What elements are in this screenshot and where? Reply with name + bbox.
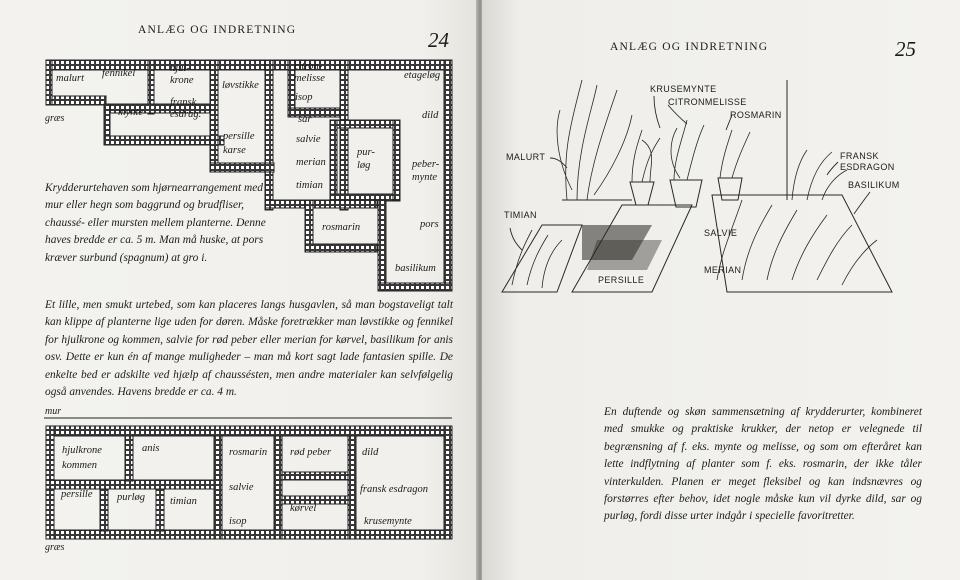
right-page: [482, 0, 960, 580]
bed-label: isop: [295, 92, 313, 103]
grass-label: græs: [45, 113, 65, 124]
bed-label: dild: [422, 110, 439, 121]
bed-label: mynte: [118, 107, 144, 118]
bed-label: fennikel: [102, 68, 136, 79]
bed-label: hjulkrone kommen: [62, 445, 102, 471]
illustration-label: CITRONMELISSE: [668, 97, 747, 107]
illustration-label: SALVIE: [704, 228, 738, 238]
bed-label: krusemynte: [364, 516, 412, 527]
bed-label: salvie: [296, 134, 321, 145]
left-running-header: ANLÆG OG INDRETNING: [138, 24, 297, 36]
bed-label: pors: [420, 219, 439, 230]
corner-garden-caption: Krydderurtehaven som hjørnearrangement med mur eller hegn som baggrund og brudfliser, chaussé- eller mursten mellem planterne. Denne haves bredde er ca. 5 m. Man må huske, at pors kræver surbund (spagnum) at gro i.: [45, 182, 266, 264]
bed-label: salvie: [229, 482, 254, 493]
bed-label: peber- mynte: [412, 159, 440, 183]
illustration-caption: En duftende og skøn sammensætning af krydderurter, kombineret med smukke og praktiske krukker, der netop er velegnede til begrænsning af f. eks. mynte og melisse, og som om efteråret kan lette indflytning af planter som f. eks. rosmarin, der ikke tåler vinterkulden. Planen er meget fleksibel og kan indsnævres og forstørres efter behov, idet nogle måske kun vil dyrke dild, sar og purløg, fordi disse urter indgår i specielle favoritretter.: [604, 406, 922, 523]
bed-label: citron- melisse: [294, 61, 325, 84]
bed-label: kørvel: [290, 503, 317, 514]
illustration-label: TIMIAN: [504, 210, 537, 220]
illustration-label: FRANSK ESDRAGON: [840, 151, 895, 172]
right-page-number: 25: [895, 37, 916, 61]
right-running-header: ANLÆG OG INDRETNING: [610, 41, 769, 53]
bed-label: isop: [229, 516, 247, 527]
grass-label: græs: [45, 542, 65, 553]
bed-label: pur- løg: [357, 147, 375, 171]
wall-label: mur: [45, 406, 62, 417]
bed-label: timian: [170, 496, 197, 507]
bed-label: basilikum: [395, 263, 436, 274]
illustration-label: BASILIKUM: [848, 180, 900, 190]
bed-label: anis: [142, 443, 160, 454]
illustration-label: PERSILLE: [598, 275, 645, 285]
bed-label: rosmarin: [229, 447, 268, 458]
bed-label: purløg: [117, 492, 146, 503]
bed-label: sar: [298, 114, 312, 125]
bed-label: hjul- krone: [170, 63, 194, 86]
illustration-label: KRUSEMYNTE: [650, 84, 717, 94]
bed-label: løvstikke: [222, 80, 259, 91]
bed-label: persille karse: [223, 131, 255, 156]
bed-label: etageløg: [404, 70, 441, 81]
illustration-label: MERIAN: [704, 265, 742, 275]
left-page-number: 24: [428, 28, 449, 52]
bed-label: fransk esdrag.: [170, 97, 202, 120]
bed-label: timian: [296, 180, 323, 191]
body-paragraph: Et lille, men smukt urtebed, som kan placeres langs husgavlen, så man bogstaveligt talt kan klippe af planterne lige uden for døren. Måske foretrækker man løvstikke og fennikel for hjulkrone og kommen, salvie for rød peber eller merian for kørvel, basilikum for anis osv. Dette er kun én af mange muligheder – man må kort sagt lade fantasien spille. De enkelte bed er adskilte ved hjælp af chaussésten, men andre materialer kan selvfølgelig også anvendes. Havens bredde er ca. 4 m.: [45, 299, 453, 399]
bed-label: dild: [362, 447, 379, 458]
illustration-label: MALURT: [506, 152, 546, 162]
bed-label: rød peber: [290, 447, 332, 458]
bed-label: persille: [61, 489, 93, 500]
strip-garden-plan: [0, 0, 478, 200]
illustration-label: ROSMARIN: [730, 110, 782, 120]
bed-label: malurt: [56, 73, 85, 84]
herb-garden-illustration: [482, 0, 960, 300]
bed-label: fransk esdragon: [360, 484, 428, 495]
bed-label: rosmarin: [322, 222, 361, 233]
left-page: [0, 0, 478, 580]
bed-label: merian: [296, 157, 326, 168]
